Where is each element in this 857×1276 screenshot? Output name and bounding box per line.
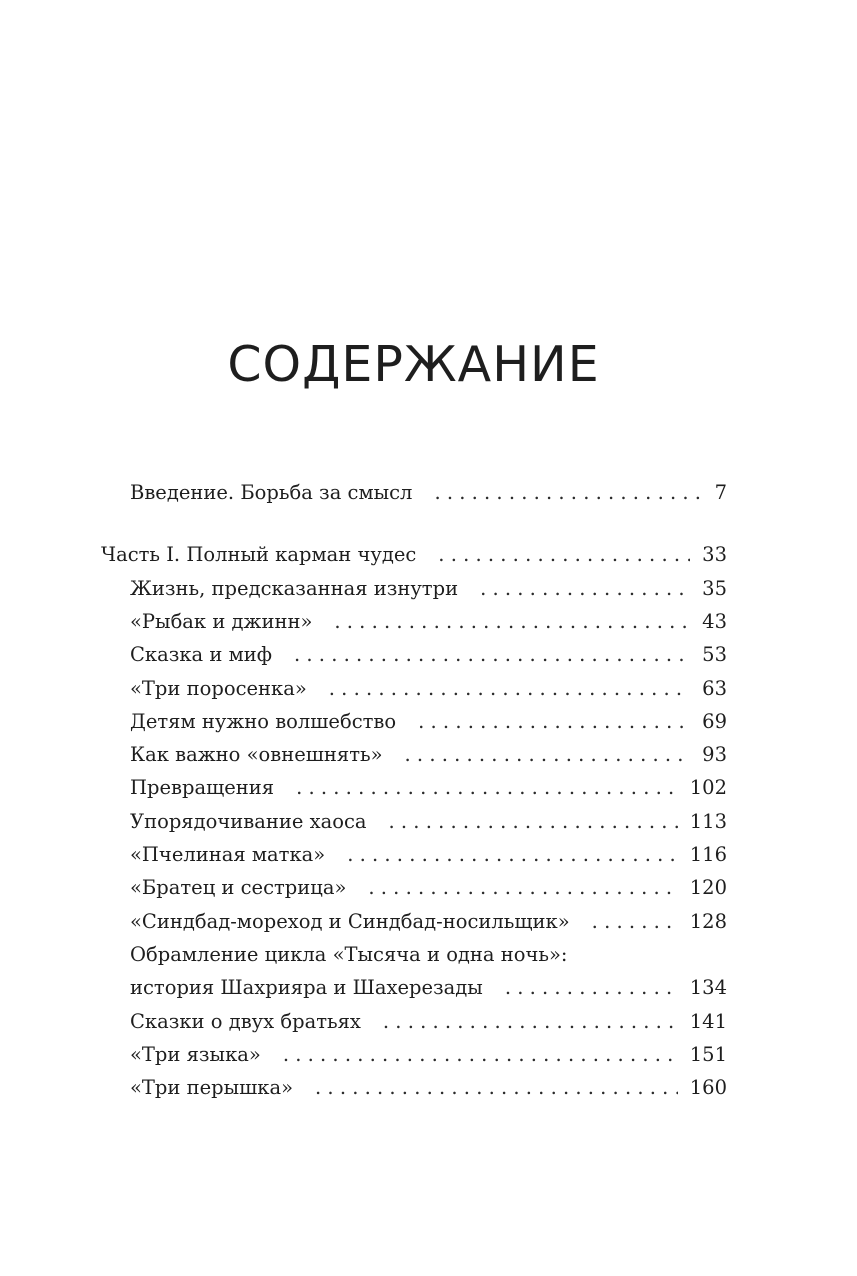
toc-entry[interactable] (130, 838, 727, 871)
toc-entry-label: история Шахрияра и Шахерезады (130, 976, 483, 999)
toc-entry-page: 134 (689, 976, 727, 999)
toc-entry-label: «Три поросенка» (130, 677, 307, 700)
toc-entry[interactable] (130, 738, 727, 771)
toc-entry-label: Сказки о двух братьях (130, 1010, 361, 1033)
toc-entry[interactable] (130, 1005, 727, 1038)
toc-leader-dots (283, 1038, 678, 1071)
toc-entry-page: 120 (689, 876, 727, 899)
toc-entry[interactable] (130, 672, 727, 705)
toc-entry[interactable] (130, 1038, 727, 1071)
toc-entry[interactable] (130, 771, 727, 804)
toc-leader-dots (368, 871, 677, 904)
toc-entry-page: 35 (702, 577, 727, 600)
toc-entry-page: 43 (702, 610, 727, 633)
toc-entry-page: 151 (689, 1043, 727, 1066)
page-title: СОДЕРЖАНИЕ (227, 336, 600, 393)
toc-entry[interactable] (130, 971, 727, 1004)
toc-leader-dots (405, 738, 691, 771)
toc-entry-label: «Братец и сестрица» (130, 876, 347, 899)
toc-leader-dots (334, 605, 690, 638)
toc-leader-dots (383, 1005, 678, 1038)
toc-entry[interactable] (130, 871, 727, 904)
toc-entry-page: 116 (689, 843, 727, 866)
toc-entry-page: 160 (689, 1076, 727, 1099)
toc-entry[interactable] (130, 805, 727, 838)
toc-entry[interactable] (130, 572, 727, 605)
toc-leader-dots (294, 638, 690, 671)
toc-entry-label: Сказка и миф (130, 643, 273, 666)
toc-leader-dots (505, 971, 678, 1004)
toc-leader-dots (480, 572, 690, 605)
toc-entry-page: 63 (702, 677, 727, 700)
toc-entry-label: «Три языка» (130, 1043, 261, 1066)
toc-entry-label: Детям нужно волшебство (130, 710, 397, 733)
toc-entry-label: «Три перышка» (130, 1076, 294, 1099)
toc-entry-page: 141 (689, 1010, 727, 1033)
toc-entry-page: 128 (689, 910, 727, 933)
toc-entry-label: «Синдбад-мореход и Синдбад-носильщик» (130, 910, 570, 933)
toc-entry-page: 93 (702, 743, 727, 766)
toc-entry-page: 113 (689, 810, 727, 833)
toc-entry-label: «Рыбак и джинн» (130, 610, 313, 633)
toc-entry-part1[interactable] (101, 538, 727, 571)
toc-entry-page: 69 (702, 710, 727, 733)
toc-entry-label: Как важно «овнешнять» (130, 743, 383, 766)
toc-entry[interactable] (130, 605, 727, 638)
toc-entry[interactable] (130, 1071, 727, 1104)
toc-entry-page: 53 (702, 643, 727, 666)
toc-entry-label: Часть I. Полный карман чудес (101, 543, 417, 566)
toc-entry-page: 102 (689, 776, 727, 799)
toc-entry-page: 33 (702, 543, 727, 566)
toc-leader-dots (329, 672, 690, 705)
toc-entry-intro[interactable] (130, 476, 727, 509)
toc-leader-dots (389, 805, 678, 838)
toc-entry-label: Упорядочивание хаоса (130, 810, 367, 833)
toc-entry-first-line[interactable]: Обрамление цикла «Тысяча и одна ночь»: (130, 943, 568, 966)
toc-leader-dots (438, 538, 690, 571)
toc-leader-dots (592, 905, 678, 938)
toc-entry-page: 7 (714, 481, 727, 504)
toc-entry[interactable] (130, 705, 727, 738)
toc-leader-dots (434, 476, 702, 509)
toc-leader-dots (296, 771, 678, 804)
toc-entry-label: Превращения (130, 776, 275, 799)
toc-entry[interactable] (130, 638, 727, 671)
toc-entry-label: Жизнь, предсказанная изнутри (130, 577, 459, 600)
toc-entry[interactable] (130, 905, 727, 938)
toc-leader-dots (347, 838, 678, 871)
toc-leader-dots (315, 1071, 678, 1104)
toc-leader-dots (418, 705, 690, 738)
toc-entry-label: Введение. Борьба за смысл (130, 481, 413, 504)
toc-entry-label: «Пчелиная матка» (130, 843, 326, 866)
